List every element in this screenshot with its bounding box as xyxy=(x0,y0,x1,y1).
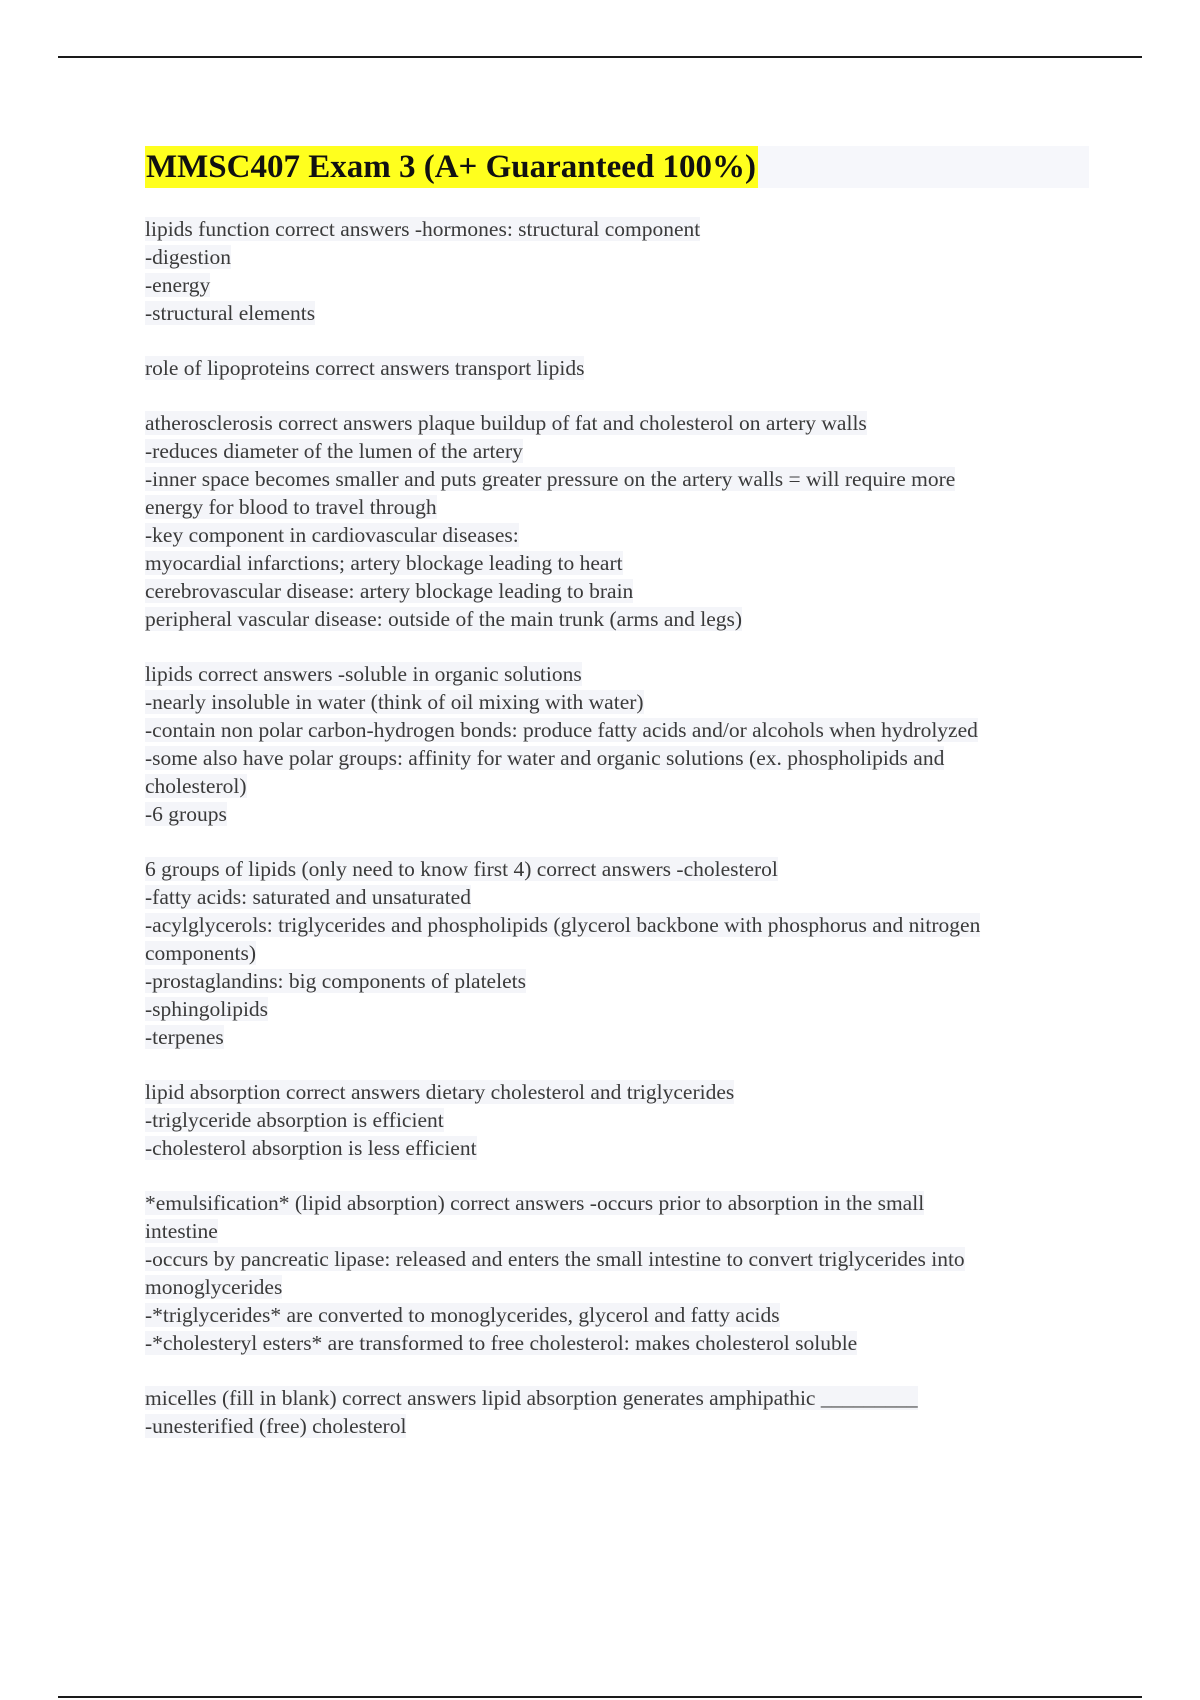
entry-line-text: -terpenes xyxy=(145,1025,224,1049)
entry-answer-line xyxy=(145,493,1095,521)
entry-line-text: components) xyxy=(145,941,257,965)
entry-answer-line xyxy=(145,1301,1095,1329)
entry-line-text: -contain non polar carbon-hydrogen bonds: produce fatty acids and/or alcohols when hydrolyzed xyxy=(145,718,978,742)
entry-answer-line xyxy=(145,1106,1095,1134)
qa-entry xyxy=(145,1078,1095,1162)
entry-line-text: peripheral vascular disease: outside of the main trunk (arms and legs) xyxy=(145,607,743,631)
entry-line-text: lipids correct answers -soluble in organic solutions xyxy=(145,662,582,686)
entry-question-line xyxy=(145,855,1095,883)
entry-line-text: intestine xyxy=(145,1219,218,1243)
entry-question-line xyxy=(145,1189,1095,1217)
entry-answer-line xyxy=(145,521,1095,549)
entry-answer-line xyxy=(145,995,1095,1023)
entry-question-line xyxy=(145,409,1095,437)
entry-answer-line xyxy=(145,1217,1095,1245)
entry-line-text: -inner space becomes smaller and puts greater pressure on the artery walls = will require more xyxy=(145,467,956,491)
entry-line-text: -some also have polar groups: affinity for water and organic solutions (ex. phospholipids and xyxy=(145,746,945,770)
entry-line-text: role of lipoproteins correct answers transport lipids xyxy=(145,356,585,380)
qa-entry xyxy=(145,215,1095,327)
entry-line-text: lipids function correct answers -hormones: structural component xyxy=(145,217,701,241)
entry-line-text: energy for blood to travel through xyxy=(145,495,437,519)
document-title: MMSC407 Exam 3 (A+ Guaranteed 100%) xyxy=(145,146,758,188)
entry-line-text: -cholesterol absorption is less efficient xyxy=(145,1136,477,1160)
entry-answer-line xyxy=(145,243,1095,271)
qa-entry xyxy=(145,1189,1095,1357)
entry-line-text: lipid absorption correct answers dietary cholesterol and triglycerides xyxy=(145,1080,735,1104)
entry-line-text: -structural elements xyxy=(145,301,316,325)
entry-answer-line xyxy=(145,883,1095,911)
entry-question-line xyxy=(145,215,1095,243)
entry-line-text: atherosclerosis correct answers plaque buildup of fat and cholesterol on artery walls xyxy=(145,411,867,435)
entry-answer-line xyxy=(145,716,1095,744)
entry-line-text: -unesterified (free) cholesterol xyxy=(145,1414,407,1438)
entry-line-text: -prostaglandins: big components of platelets xyxy=(145,969,526,993)
entry-line-text: -sphingolipids xyxy=(145,997,269,1021)
entry-answer-line xyxy=(145,1134,1095,1162)
top-rule xyxy=(58,56,1142,58)
entry-answer-line xyxy=(145,800,1095,828)
bottom-rule xyxy=(58,1696,1142,1698)
entry-answer-line xyxy=(145,967,1095,995)
entry-line-text: -reduces diameter of the lumen of the artery xyxy=(145,439,523,463)
entry-line-text: cholesterol) xyxy=(145,774,247,798)
entry-line-text: -*cholesteryl esters* are transformed to free cholesterol: makes cholesterol soluble xyxy=(145,1331,858,1355)
qa-entry xyxy=(145,855,1095,1051)
entry-line-text: *emulsification* (lipid absorption) correct answers -occurs prior to absorption in the small xyxy=(145,1191,925,1215)
entry-answer-line xyxy=(145,605,1095,633)
entry-line-text: 6 groups of lipids (only need to know first 4) correct answers -cholesterol xyxy=(145,857,778,881)
entry-answer-line xyxy=(145,772,1095,800)
entry-answer-line xyxy=(145,271,1095,299)
document-body xyxy=(145,215,1095,1467)
entry-line-text: micelles (fill in blank) correct answers lipid absorption generates amphipathic _________ xyxy=(145,1386,918,1410)
entry-answer-line xyxy=(145,437,1095,465)
entry-line-text: -acylglycerols: triglycerides and phospholipids (glycerol backbone with phosphorus and nitrogen xyxy=(145,913,981,937)
entry-answer-line xyxy=(145,744,1095,772)
qa-entry xyxy=(145,354,1095,382)
entry-answer-line xyxy=(145,299,1095,327)
entry-line-text: -triglyceride absorption is efficient xyxy=(145,1108,444,1132)
entry-answer-line xyxy=(145,549,1095,577)
entry-answer-line xyxy=(145,1412,1095,1440)
entry-line-text: -6 groups xyxy=(145,802,227,826)
entry-answer-line xyxy=(145,1273,1095,1301)
entry-line-text: myocardial infarctions; artery blockage leading to heart xyxy=(145,551,623,575)
entry-answer-line xyxy=(145,1245,1095,1273)
entry-line-text: -*triglycerides* are converted to monoglycerides, glycerol and fatty acids xyxy=(145,1303,780,1327)
entry-line-text: -digestion xyxy=(145,245,231,269)
qa-entry xyxy=(145,1384,1095,1440)
entry-answer-line xyxy=(145,577,1095,605)
entry-question-line xyxy=(145,660,1095,688)
entry-question-line xyxy=(145,354,1095,382)
entry-line-text: -energy xyxy=(145,273,211,297)
entry-line-text: monoglycerides xyxy=(145,1275,283,1299)
entry-answer-line xyxy=(145,1329,1095,1357)
entry-line-text: -occurs by pancreatic lipase: released and enters the small intestine to convert triglycerides into xyxy=(145,1247,965,1271)
entry-line-text: -nearly insoluble in water (think of oil mixing with water) xyxy=(145,690,644,714)
qa-entry xyxy=(145,409,1095,633)
entry-question-line xyxy=(145,1078,1095,1106)
entry-question-line xyxy=(145,1384,1095,1412)
qa-entry xyxy=(145,660,1095,828)
entry-line-text: cerebrovascular disease: artery blockage leading to brain xyxy=(145,579,634,603)
entry-answer-line xyxy=(145,1023,1095,1051)
entry-answer-line xyxy=(145,911,1095,939)
entry-line-text: -fatty acids: saturated and unsaturated xyxy=(145,885,471,909)
entry-line-text: -key component in cardiovascular diseases: xyxy=(145,523,519,547)
entry-answer-line xyxy=(145,939,1095,967)
entry-answer-line xyxy=(145,465,1095,493)
entry-answer-line xyxy=(145,688,1095,716)
